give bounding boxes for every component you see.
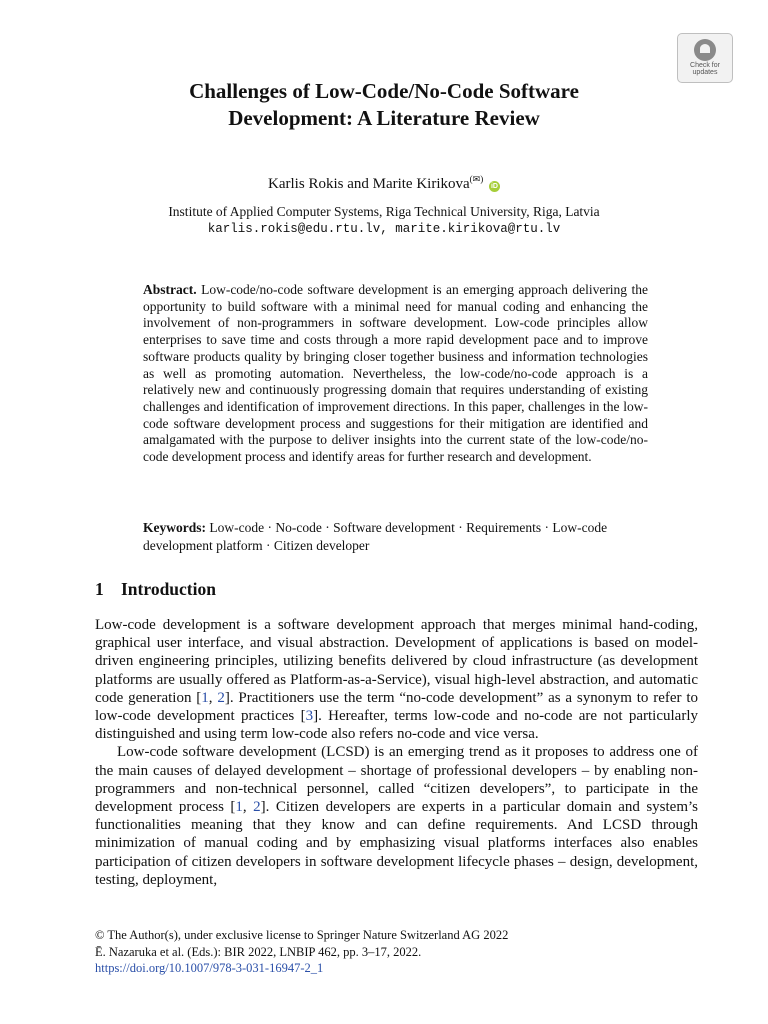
paragraph-1	[95, 616, 698, 743]
title-line-1: Challenges of Low-Code/No-Code Software	[189, 79, 579, 103]
copyright-footnote	[95, 927, 698, 977]
bookmark-icon	[694, 39, 716, 61]
affiliation: Institute of Applied Computer Systems, Riga Technical University, Riga, Latvia	[168, 204, 600, 219]
citation-link[interactable]: 1	[201, 689, 209, 706]
author-names: Karlis Rokis and Marite Kirikova	[268, 176, 470, 192]
paragraph-2-text-b: ,	[242, 799, 254, 816]
paragraph-1-text-c: ]. Practitioners use the term “no-code development” as a synonym to refer to low-code development practices [	[95, 689, 698, 725]
citation-link[interactable]: 2	[253, 799, 261, 816]
badge-line-2: updates	[692, 69, 718, 76]
keywords-text: Low-code · No-code · Software development · Requirements · Low-code development platform · Citizen developer	[143, 520, 608, 553]
badge-line-1: Check for	[690, 62, 720, 69]
section-title: Introduction	[121, 579, 216, 599]
keywords-label: Keywords:	[143, 520, 206, 535]
paragraph-1-text-d: ]. Hereafter, terms low-code and no-code are not particularly distinguished and using term low-code also refers no-code and vice versa.	[95, 708, 698, 743]
abstract-label: Abstract.	[143, 282, 197, 297]
paragraph-2	[95, 743, 698, 889]
corresponding-mail-icon: (✉)	[469, 174, 484, 184]
body-text	[95, 616, 698, 889]
doi-link[interactable]: https://doi.org/10.1007/978-3-031-16947-2_1	[95, 961, 324, 975]
paragraph-1-text-a: Low-code development is a software development approach that merges minimal hand-coding, graphical user interface, and visual abstraction. Development of applications is based on model-driven engineering principles, utilizing benefits delivered by cloud infrastructure (as development platforms are usually offered as Platform-as-a-Service), visual high-level abstraction, and automatic code generation [	[95, 617, 698, 706]
editors-line: Ē. Nazaruka et al. (Eds.): BIR 2022, LNBIP 462, pp. 3–17, 2022.	[95, 944, 422, 959]
check-for-updates-badge[interactable]	[677, 33, 733, 83]
citation-link[interactable]: 2	[217, 689, 225, 706]
section-heading	[95, 578, 216, 600]
paragraph-2-text-a: Low-code software development (LCSD) is an emerging trend as it proposes to address one of the main causes of delayed development – shortage of professional developers – by enabling non-programmers and non-technical personnel, called “citizen developers”, to participate in the development process [	[95, 744, 698, 816]
abstract	[143, 282, 648, 466]
citation-link[interactable]: 3	[305, 708, 314, 725]
keywords	[143, 519, 648, 555]
paragraph-1-text-b: ,	[208, 689, 218, 706]
copyright-line: © The Author(s), under exclusive license to Springer Nature Switzerland AG 2022	[95, 928, 509, 942]
authors	[90, 170, 678, 193]
citation-link[interactable]: 1	[235, 799, 243, 816]
paper-title	[90, 78, 678, 132]
orcid-icon[interactable]: iD	[490, 183, 498, 190]
title-line-2: Development: A Literature Review	[228, 106, 540, 130]
abstract-text: Low-code/no-code software development is an emerging approach delivering the opportunity to build software with a minimal need for manual coding and enhancing the involvement of non-programmers in software development. Low-code principles allow enterprises to save time and costs through a more rapid development pace and to improve software products quality by bringing closer together business and information technologies as well as promoting automation. Nevertheless, the low-code/no-code approach is a relatively new and continuously progressing domain that requires understanding of existing challenges and identification of improvement directions. In this paper, challenges in the low-code software development process and suggestions for their mitigation are identified and amalgamated with the purpose to deliver insights into the current state of the low-code/no-code development process and identify areas for further research and development.	[143, 282, 649, 465]
section-number: 1	[95, 579, 104, 599]
paragraph-2-text-c: ]. Citizen developers are experts in a particular domain and system’s functionalities meaning that they know and can define requirements. And LCSD through minimization of manual coding and by emphasizing visual platforms interfaces also enables participation of citizen developers in software development lifecycle phases – design, development, testing, deployment,	[95, 799, 699, 888]
author-emails: karlis.rokis@edu.rtu.lv, marite.kirikova@rtu.lv	[207, 222, 561, 236]
